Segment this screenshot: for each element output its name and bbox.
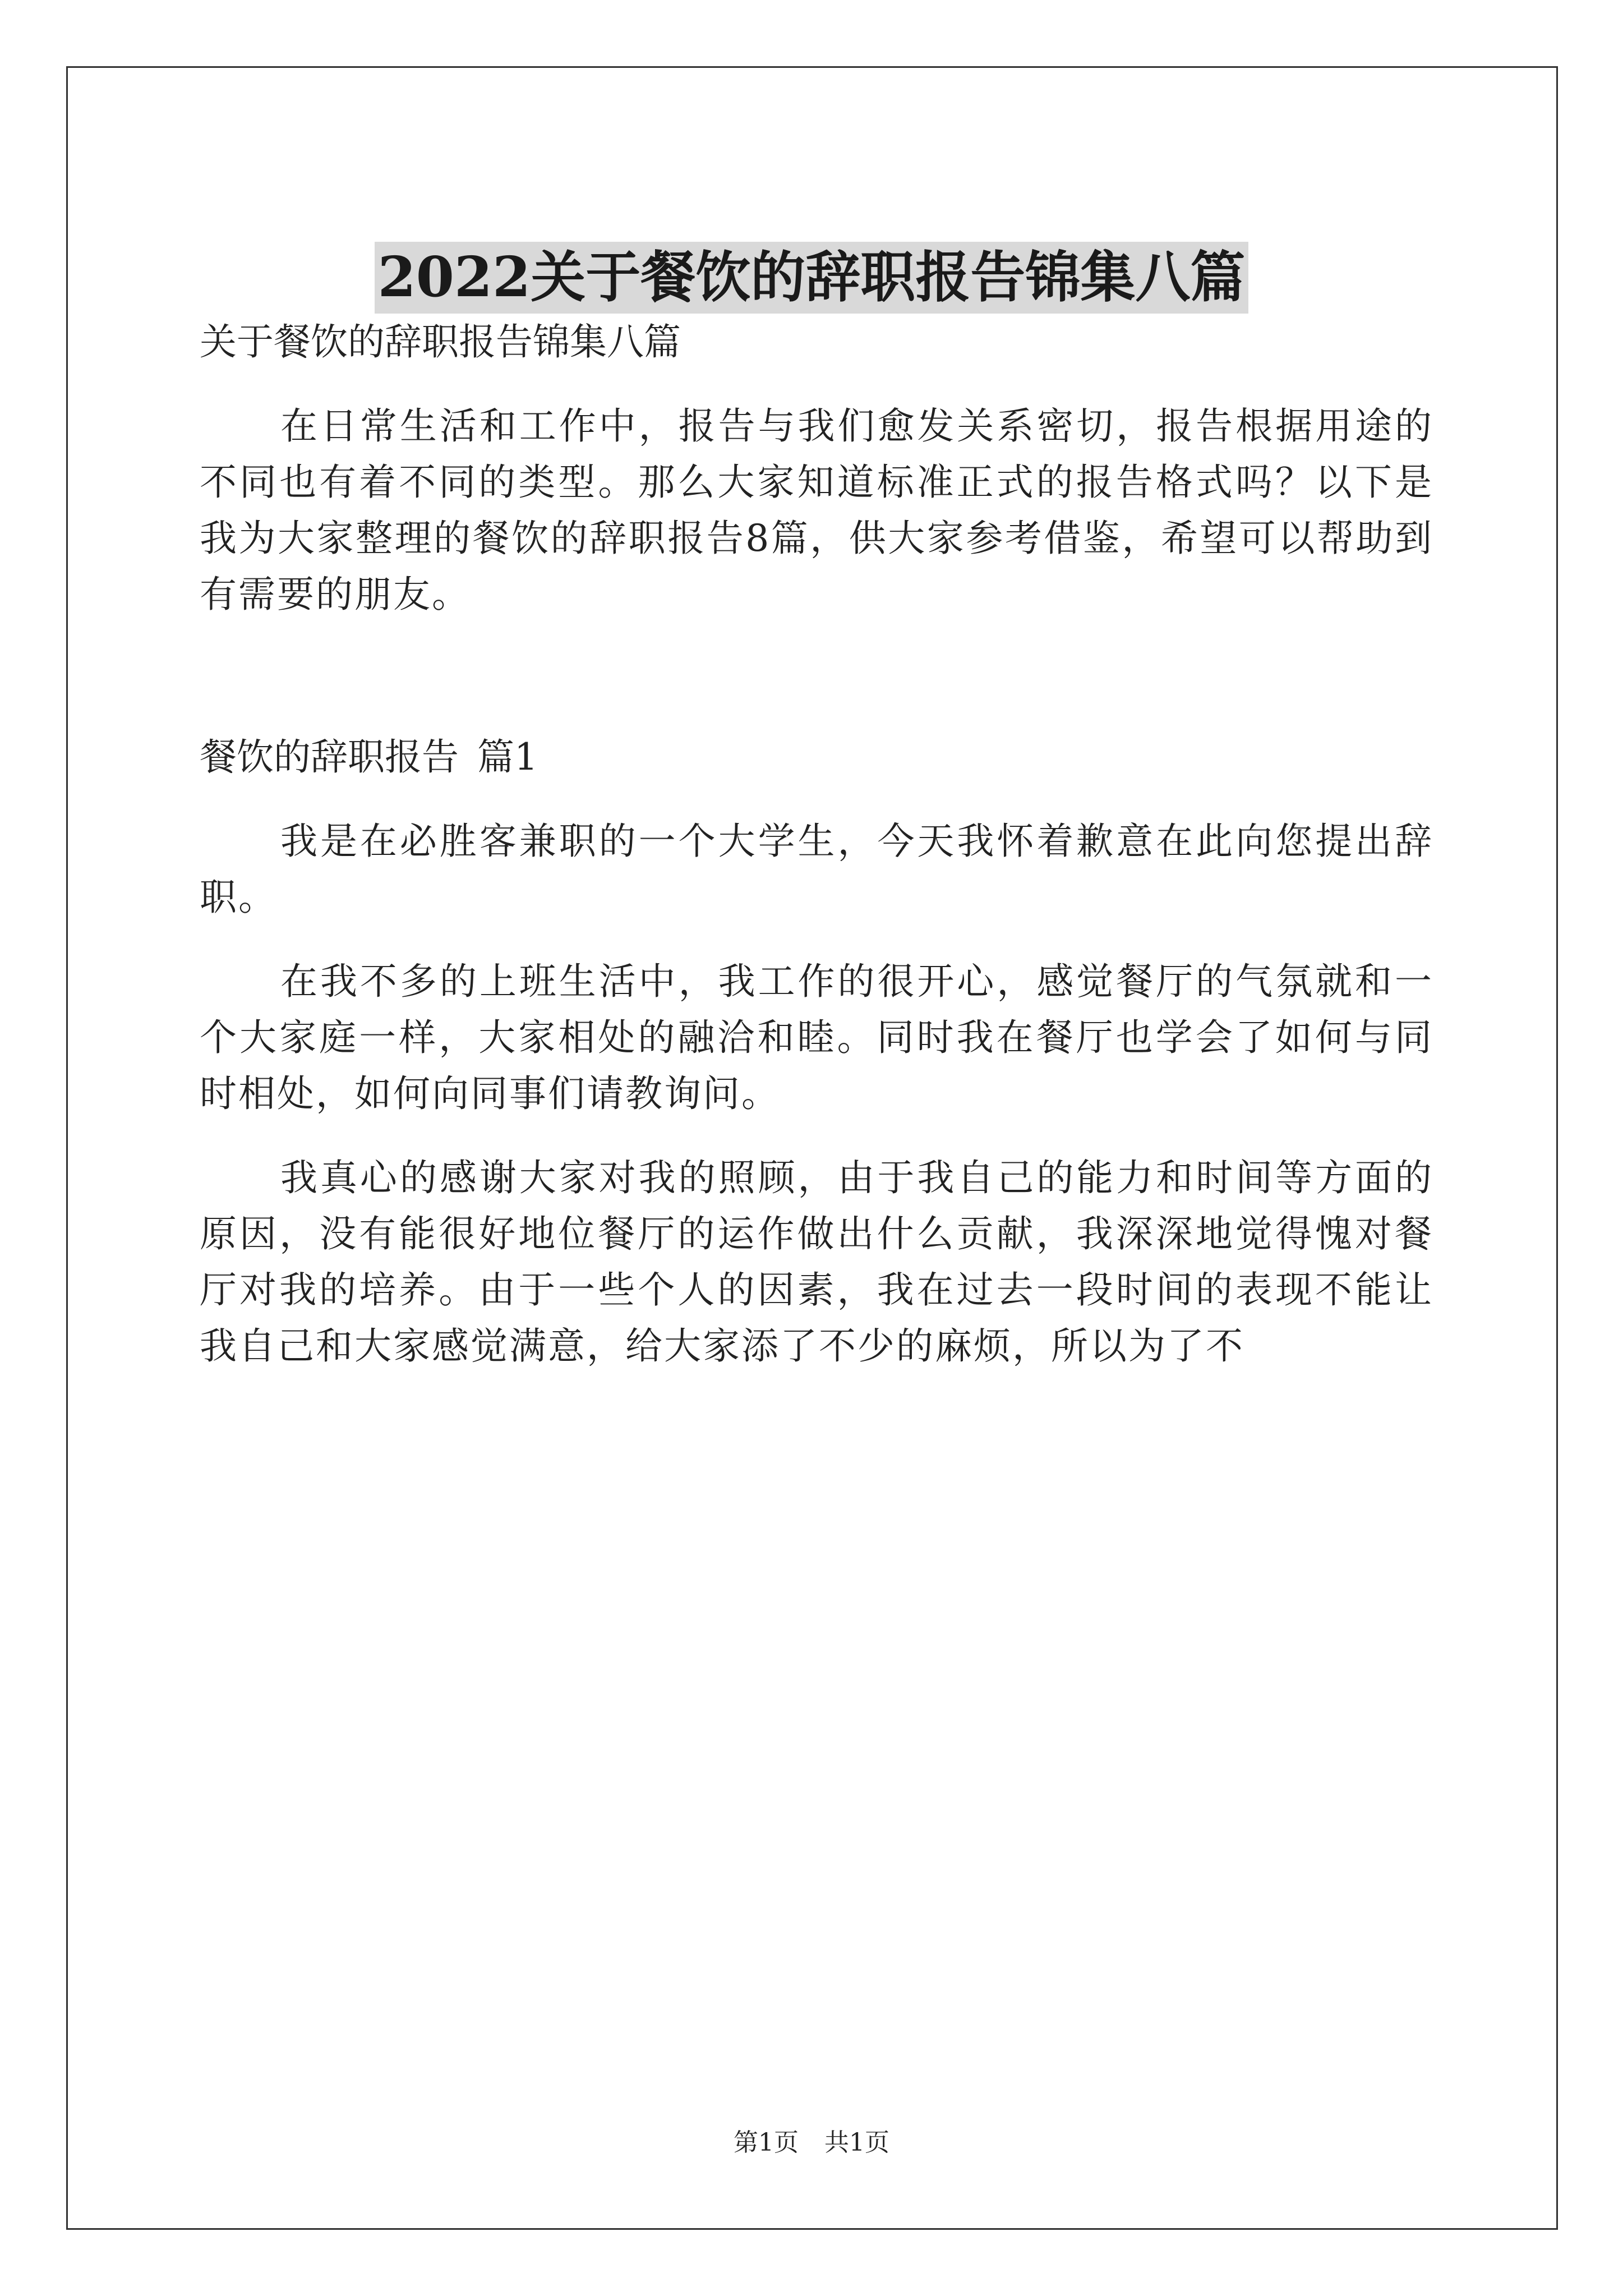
document-body — [200, 314, 1433, 1402]
page-number-total: 共1页 — [824, 2128, 889, 2157]
page-number-current: 第1页 — [734, 2128, 799, 2157]
document-subtitle: 关于餐饮的辞职报告锦集八篇 — [200, 320, 681, 364]
document-title: 2022关于餐饮的辞职报告锦集八篇 — [375, 242, 1249, 314]
page-footer — [0, 2126, 1623, 2160]
body-paragraph: 在我不多的上班生活中，我工作的很开心，感觉餐厅的气氛就和一个大家庭一样，大家相处的融洽和睦。同时我在餐厅也学会了如何与同时相处，如何向同事们请教询问。 — [200, 960, 1433, 1115]
intro-paragraph: 在日常生活和工作中，报告与我们愈发关系密切，报告根据用途的不同也有着不同的类型。那么大家知道标准正式的报告格式吗？以下是我为大家整理的餐饮的辞职报告8篇，供大家参考借鉴，希望可以帮助到有需要的朋友。 — [200, 404, 1433, 616]
body-paragraph: 我是在必胜客兼职的一个大学生，今天我怀着歉意在此向您提出辞职。 — [200, 820, 1433, 919]
body-paragraph: 我真心的感谢大家对我的照顾，由于我自己的能力和时间等方面的原因，没有能很好地位餐厅的运作做出什么贡献，我深深地觉得愧对餐厅对我的培养。由于一些个人的因素，我在过去一段时间的表现不能让我自己和大家感觉满意，给大家添了不少的麻烦，所以为了不 — [200, 1156, 1433, 1368]
section-heading: 餐饮的辞职报告 篇1 — [200, 735, 538, 779]
